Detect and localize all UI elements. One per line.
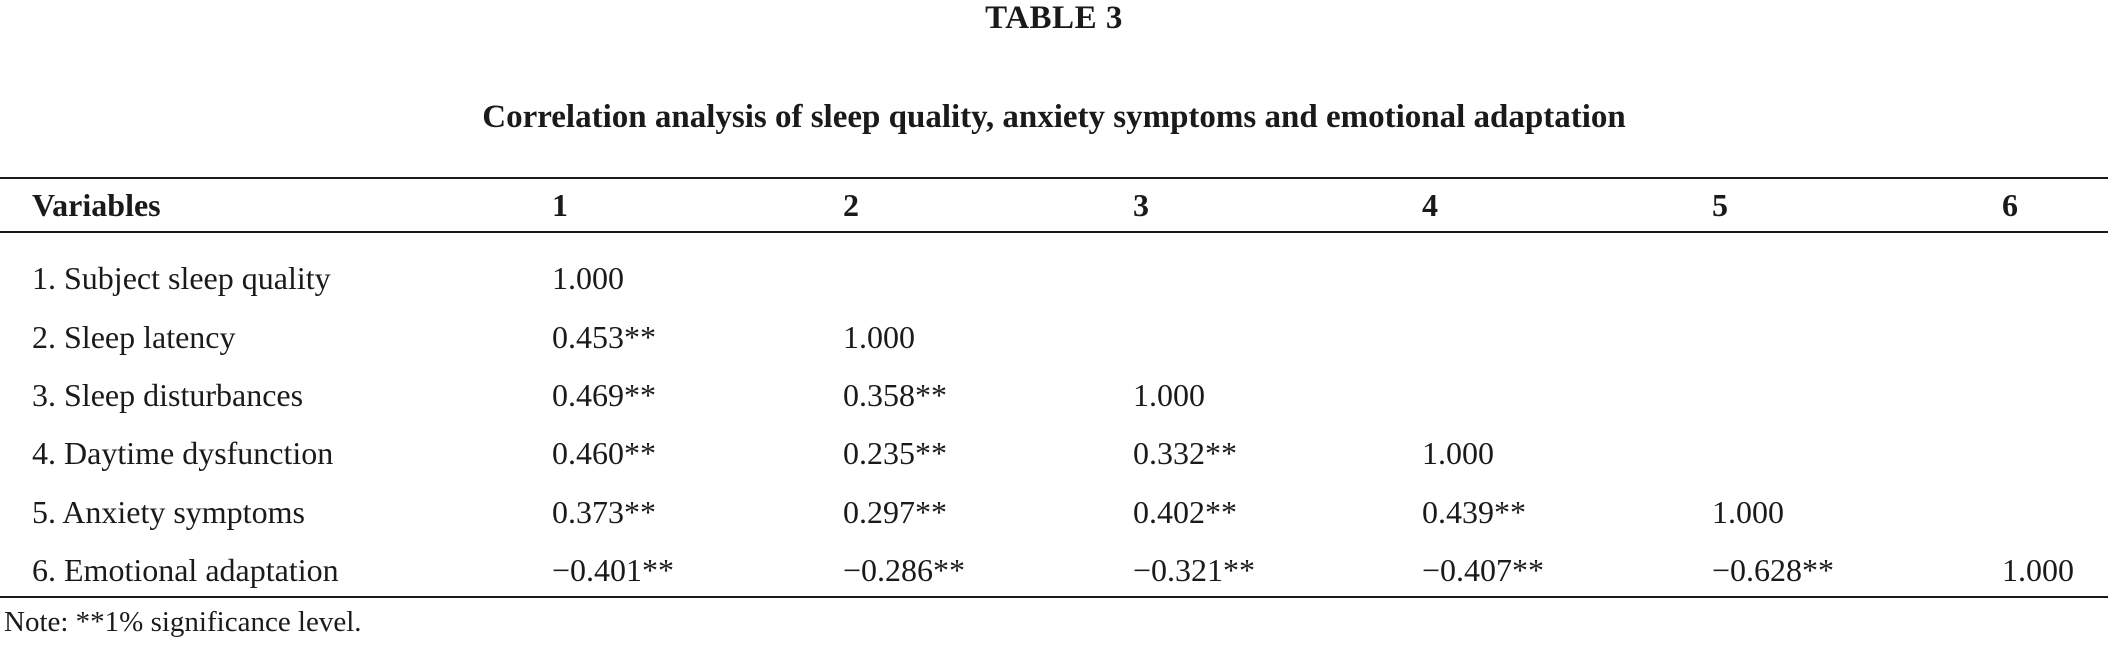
table-cell: −0.628** <box>1712 552 1835 588</box>
row-variable-label: 5. Anxiety symptoms <box>32 494 305 530</box>
row-variable-label: 1. Subject sleep quality <box>32 260 331 296</box>
table-row <box>0 431 2108 475</box>
table-cell: 1.000 <box>1712 494 1784 530</box>
table-cell: 0.469** <box>552 377 656 413</box>
table-cell: −0.407** <box>1422 552 1545 588</box>
row-variable-label: 2. Sleep latency <box>32 319 236 355</box>
table-cell: 1.000 <box>843 319 915 355</box>
table-row <box>0 490 2108 534</box>
table-cell: 0.235** <box>843 435 947 471</box>
table-cell: 0.297** <box>843 494 947 530</box>
table-row <box>0 315 2108 359</box>
table-bottom-rule <box>0 596 2108 598</box>
table-label: TABLE 3 <box>985 0 1123 36</box>
header-variables: Variables <box>32 187 161 223</box>
row-variable-label: 6. Emotional adaptation <box>32 552 339 588</box>
table-cell: −0.401** <box>552 552 675 588</box>
header-col-5: 5 <box>1712 187 1728 223</box>
table-cell: 1.000 <box>1422 435 1494 471</box>
table-cell: 0.402** <box>1133 494 1237 530</box>
table-cell: −0.321** <box>1133 552 1256 588</box>
header-col-4: 4 <box>1422 187 1438 223</box>
header-col-3: 3 <box>1133 187 1149 223</box>
table-row <box>0 256 2108 300</box>
header-col-1: 1 <box>552 187 568 223</box>
table-cell: −0.286** <box>843 552 966 588</box>
table-cell: 0.439** <box>1422 494 1526 530</box>
row-variable-label: 4. Daytime dysfunction <box>32 435 334 471</box>
table-row <box>0 373 2108 417</box>
table-cell: 0.453** <box>552 319 656 355</box>
table-cell: 0.358** <box>843 377 947 413</box>
header-col-6: 6 <box>2002 187 2018 223</box>
table-cell: 0.373** <box>552 494 656 530</box>
header-col-2: 2 <box>843 187 859 223</box>
table-cell: 1.000 <box>1133 377 1205 413</box>
table-cell: 0.332** <box>1133 435 1237 471</box>
row-variable-label: 3. Sleep disturbances <box>32 377 304 413</box>
table-cell: 1.000 <box>552 260 624 296</box>
table-cell: 0.460** <box>552 435 656 471</box>
table-cell: 1.000 <box>2002 552 2074 588</box>
table-header-row <box>0 185 2108 225</box>
table-footnote: Note: **1% significance level. <box>4 606 362 638</box>
table-title: Correlation analysis of sleep quality, anxiety symptoms and emotional adaptation <box>482 99 1626 135</box>
table-top-rule <box>0 177 2108 179</box>
table-row <box>0 548 2108 592</box>
table-header-rule <box>0 231 2108 233</box>
